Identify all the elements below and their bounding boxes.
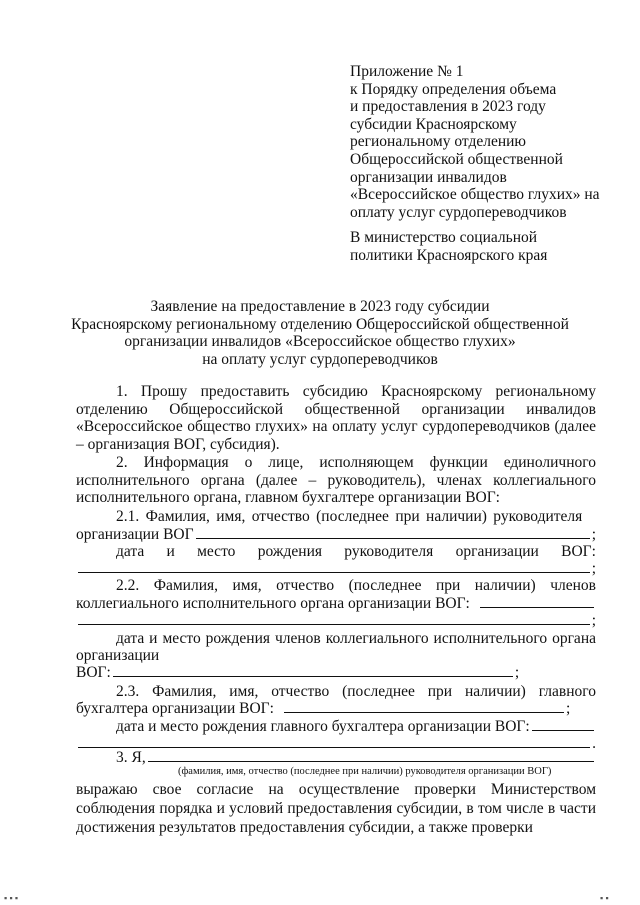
word: 2.3. <box>116 683 140 700</box>
paragraph-3: выражаю свое согласие на осуществление проверки Министерством соблюдения порядка и условий предоставления субсидии, в том числе в части достижения результатов предоставления субсидии, а также проверки <box>76 781 596 836</box>
word: Фамилия, <box>152 683 217 700</box>
word: наличии) <box>474 577 536 594</box>
word: место <box>197 543 236 560</box>
annex-line: к Порядку определения объема <box>350 80 557 98</box>
word: при <box>435 577 461 594</box>
label: коллегиального исполнительного органа организации ВОГ: <box>76 595 470 612</box>
head-birth-field-row <box>76 560 596 577</box>
board-birth-row <box>76 664 596 681</box>
board-birth-label-2: организации <box>76 647 160 664</box>
paragraph-2-2 <box>76 577 596 594</box>
annex-line: и предоставления в 2023 году <box>350 98 546 116</box>
word: и <box>166 543 175 560</box>
word: организации <box>455 543 539 560</box>
semicolon: ; <box>514 664 520 681</box>
annex-line: оплату услуг сурдопереводчиков <box>350 203 567 221</box>
label: бухгалтера организации ВОГ: <box>76 700 274 717</box>
field-caption: (фамилия, имя, отчество (последнее при наличии) руководителя организации ВОГ) <box>178 766 552 777</box>
accountant-birth-field[interactable] <box>532 730 594 731</box>
scan-edge-mark: ▪ ▪ <box>600 893 609 903</box>
word: (последнее <box>348 577 422 594</box>
label: 3. Я, <box>116 749 146 766</box>
label: ВОГ: <box>76 664 111 681</box>
semicolon: ; <box>565 700 571 717</box>
addressee-line: политики Красноярского края <box>350 246 548 264</box>
paragraph-2-3 <box>76 683 596 700</box>
word: ВОГ: <box>561 543 596 560</box>
paragraph-2-1 <box>76 508 596 525</box>
paragraph-3-lead-row <box>76 749 596 766</box>
paragraph-2: 2. Информация о лице, исполняющем функции единоличного исполнительного органа (далее – руководитель), членах коллегиального исполнительного органа, главном бухгалтере организации ВОГ: <box>76 454 596 506</box>
word: при <box>427 683 453 700</box>
annex-line: субсидии Красноярскому <box>350 115 517 133</box>
semicolon: ; <box>591 560 596 577</box>
word: отчество <box>276 577 335 594</box>
title-line: Заявление на предоставление в 2023 году субсидии <box>150 298 490 315</box>
board-birth-field[interactable] <box>113 676 513 677</box>
declarant-name-field[interactable] <box>148 761 594 762</box>
word: отчество <box>271 683 330 700</box>
word: дата <box>116 543 145 560</box>
annex-line: Общероссийской общественной <box>350 150 563 168</box>
word: членов <box>550 577 596 594</box>
annex-line: региональному отделению <box>350 133 526 151</box>
head-name-row <box>76 526 596 543</box>
word: имя, <box>229 683 259 700</box>
semicolon: ; <box>591 612 596 629</box>
board-birth-label: дата и место рождения членов коллегиального исполнительного органа <box>116 630 596 647</box>
accountant-birth-row <box>76 718 596 735</box>
label: организации ВОГ <box>76 526 194 543</box>
word: Фамилия, <box>153 577 219 594</box>
annex-line: организации инвалидов <box>350 168 507 186</box>
addressee <box>350 229 610 264</box>
word: наличии) <box>464 683 526 700</box>
scan-edge-mark: ▪ ▪ ▪ <box>4 893 19 903</box>
head-birth-row <box>76 543 596 560</box>
semicolon: ; <box>591 526 596 543</box>
text: 2.1. Фамилия, имя, отчество (последнее при наличии) руководителя <box>116 508 583 525</box>
word: имя, <box>232 577 262 594</box>
paragraph-1: 1. Прошу предоставить субсидию Красноярскому региональному отделению Общероссийской общественной организации инвалидов «Всероссийское общество глухих» на оплату услуг сурдопереводчиков (далее – организация ВОГ, субсидия). <box>76 383 596 453</box>
board-members-field[interactable] <box>480 607 594 608</box>
annex-line: Приложение № 1 <box>350 63 464 80</box>
board-members-row <box>76 595 596 612</box>
title-line: Красноярскому региональному отделению Общероссийской общественной <box>71 315 569 333</box>
word: главного <box>538 683 596 700</box>
annex-line: «Всероссийское общество глухих» на <box>350 186 600 204</box>
document-title <box>60 298 580 368</box>
period: . <box>592 735 596 752</box>
title-line: на оплату услуг сурдопереводчиков <box>202 350 438 368</box>
accountant-name-field[interactable] <box>284 712 564 713</box>
word: (последнее <box>342 683 415 700</box>
board-members-field-2[interactable] <box>78 624 590 625</box>
head-birth-field[interactable] <box>78 572 590 573</box>
word: руководителя <box>344 543 434 560</box>
addressee-line: В министерство социальной <box>350 229 538 246</box>
word: 2.2. <box>116 577 140 594</box>
head-name-field[interactable] <box>196 538 590 539</box>
title-line: организации инвалидов «Всероссийское общество глухих» <box>124 333 516 351</box>
label: дата и место рождения главного бухгалтера организации ВОГ: <box>116 718 530 735</box>
board-members-field-row-2 <box>76 612 596 629</box>
annex-heading <box>350 63 610 221</box>
accountant-birth-field-2[interactable] <box>78 747 590 748</box>
word: рождения <box>257 543 322 560</box>
accountant-name-row <box>76 700 596 717</box>
